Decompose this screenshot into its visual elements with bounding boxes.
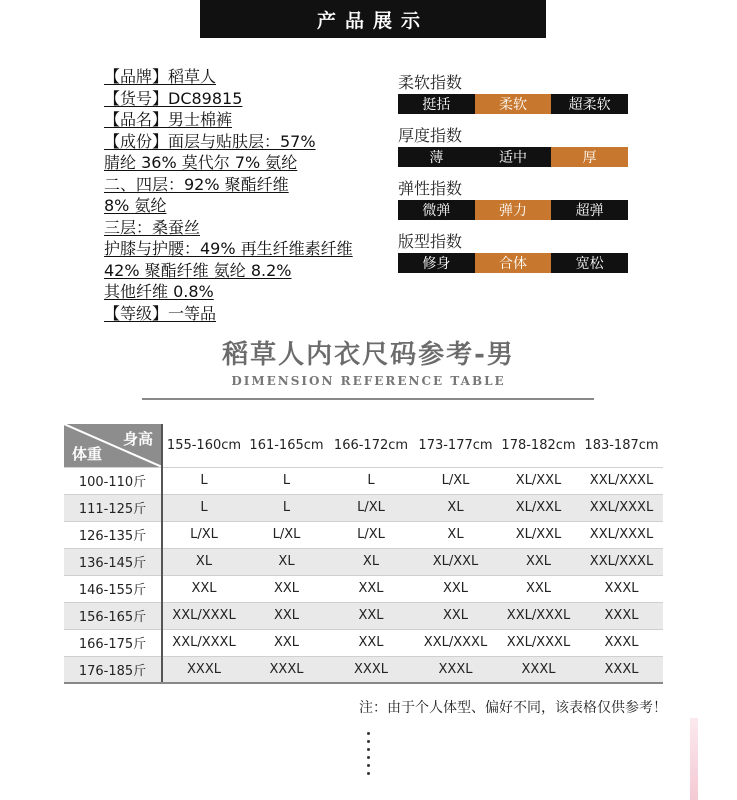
weight-cell: 156-165斤 [64,602,162,629]
height-column-header: 183-187cm [580,424,663,467]
spec-line: 【货号】DC89815 [104,88,243,108]
index-option: 合体 [475,253,552,273]
size-cell: XXL [414,602,497,629]
index-scale [398,94,628,114]
size-cell: XXXL [245,656,328,683]
index-option: 超弹 [551,200,628,220]
size-cell: XXL/XXXL [580,467,663,494]
size-cell: XXL/XXXL [497,602,580,629]
disclaimer-note: 注：由于个人体型、偏好不同，该表格仅供参考！ [359,700,667,716]
size-cell: L [245,467,328,494]
size-cell: L [245,494,328,521]
weight-cell: 146-155斤 [64,575,162,602]
weight-cell: 100-110斤 [64,467,162,494]
size-cell: XXXL [580,656,663,683]
spec-line: 【等级】一等品 [104,303,217,323]
index-option: 弹力 [475,200,552,220]
size-cell: XXL [328,602,414,629]
table-row [64,494,663,521]
section-title: 产品展示 [316,9,429,32]
index-option: 超柔软 [551,94,628,114]
index-option: 修身 [398,253,475,273]
spec-line: 【品牌】稻草人 [104,67,217,86]
size-cell: XXL [414,575,497,602]
decorative-strip [690,718,698,800]
size-cell: XL/XXL [497,494,580,521]
size-cell: XXL [245,575,328,602]
size-cell: XXL/XXXL [414,629,497,656]
index-scale [398,200,628,220]
size-cell: XXL [245,602,328,629]
index-option: 柔软 [475,94,552,114]
size-cell: L/XL [245,521,328,548]
size-cell: XL [414,494,497,521]
table-header-row [64,424,663,467]
weight-cell: 126-135斤 [64,521,162,548]
size-cell: XXXL [414,656,497,683]
index-scale [398,253,628,273]
size-cell: XXXL [497,656,580,683]
table-row [64,575,663,602]
size-cell: XXL/XXXL [162,629,245,656]
table-row [64,656,663,683]
size-cell: XXL/XXXL [497,629,580,656]
index-title: 厚度指数 [398,126,463,145]
size-chart-title: 稻草人内衣尺码参考-男 [222,340,515,370]
index-scale [398,147,628,167]
height-axis-label: 身高 [122,430,153,448]
weight-axis-label: 体重 [72,444,103,463]
spec-line: 二、四层：92% 聚酯纤维 [104,174,289,194]
table-row [64,629,663,656]
index-option: 宽松 [551,253,628,273]
size-cell: L/XL [328,494,414,521]
spec-line: 三层：桑蚕丝 [104,217,201,237]
size-cell: XL [245,548,328,575]
size-cell: L/XL [162,521,245,548]
product-specs [104,66,404,324]
index-option: 薄 [398,147,475,167]
size-cell: XXXL [580,602,663,629]
divider [142,398,594,400]
size-cell: XXL/XXXL [580,521,663,548]
size-cell: XL [328,548,414,575]
size-cell: XXL [245,629,328,656]
spec-line: 【成份】面层与贴肤层：57% [104,131,316,151]
size-cell: XXL [497,575,580,602]
size-cell: XL/XXL [414,548,497,575]
product-indices [398,72,628,284]
index-title: 版型指数 [398,232,463,251]
size-cell: XXXL [328,656,414,683]
index-option: 微弹 [398,200,475,220]
spec-line: 【品名】男士棉裤 [104,110,233,129]
size-cell: L [328,467,414,494]
index-option: 适中 [475,147,552,167]
size-cell: XXL [497,548,580,575]
size-cell: XXXL [162,656,245,683]
height-column-header: 173-177cm [414,424,497,467]
height-column-header: 155-160cm [162,424,245,467]
weight-cell: 111-125斤 [64,494,162,521]
size-cell: XXL/XXXL [580,494,663,521]
size-cell: L [162,494,245,521]
table-row [64,467,663,494]
spec-line: 腈纶 36% 莫代尔 7% 氨纶 [104,153,298,172]
spec-line: 其他纤维 0.8% [104,282,214,301]
index-option: 厚 [551,147,628,167]
spec-line: 8% 氨纶 [104,196,167,215]
size-cell: XL/XXL [497,467,580,494]
height-column-header: 161-165cm [245,424,328,467]
table-row [64,548,663,575]
index-option: 挺括 [398,94,475,114]
weight-cell: 166-175斤 [64,629,162,656]
index-title: 弹性指数 [398,179,463,198]
size-cell: XXL [328,575,414,602]
size-cell: XXXL [580,629,663,656]
height-column-header: 178-182cm [497,424,580,467]
size-cell: XL [162,548,245,575]
weight-cell: 136-145斤 [64,548,162,575]
size-cell: XXL/XXXL [162,602,245,629]
section-title-bar [200,0,546,38]
size-chart-subtitle: DIMENSION REFERENCE TABLE [231,374,506,388]
size-cell: L/XL [414,467,497,494]
height-column-header: 166-172cm [328,424,414,467]
size-cell: L/XL [328,521,414,548]
weight-cell: 176-185斤 [64,656,162,683]
size-cell: XXL [162,575,245,602]
table-row [64,602,663,629]
size-cell: XL [414,521,497,548]
corner-header-cell [64,424,162,467]
table-row [64,521,663,548]
spec-line: 护膝与护腰：49% 再生纤维素纤维 [104,239,353,258]
size-cell: L [162,467,245,494]
size-cell: XL/XXL [497,521,580,548]
spec-line: 42% 聚酯纤维 氨纶 8.2% [104,260,292,280]
size-table [64,424,663,684]
scroll-hint-dots [367,732,373,780]
index-title: 柔软指数 [398,73,463,92]
size-cell: XXL/XXXL [580,548,663,575]
size-cell: XXXL [580,575,663,602]
size-cell: XXL [328,629,414,656]
